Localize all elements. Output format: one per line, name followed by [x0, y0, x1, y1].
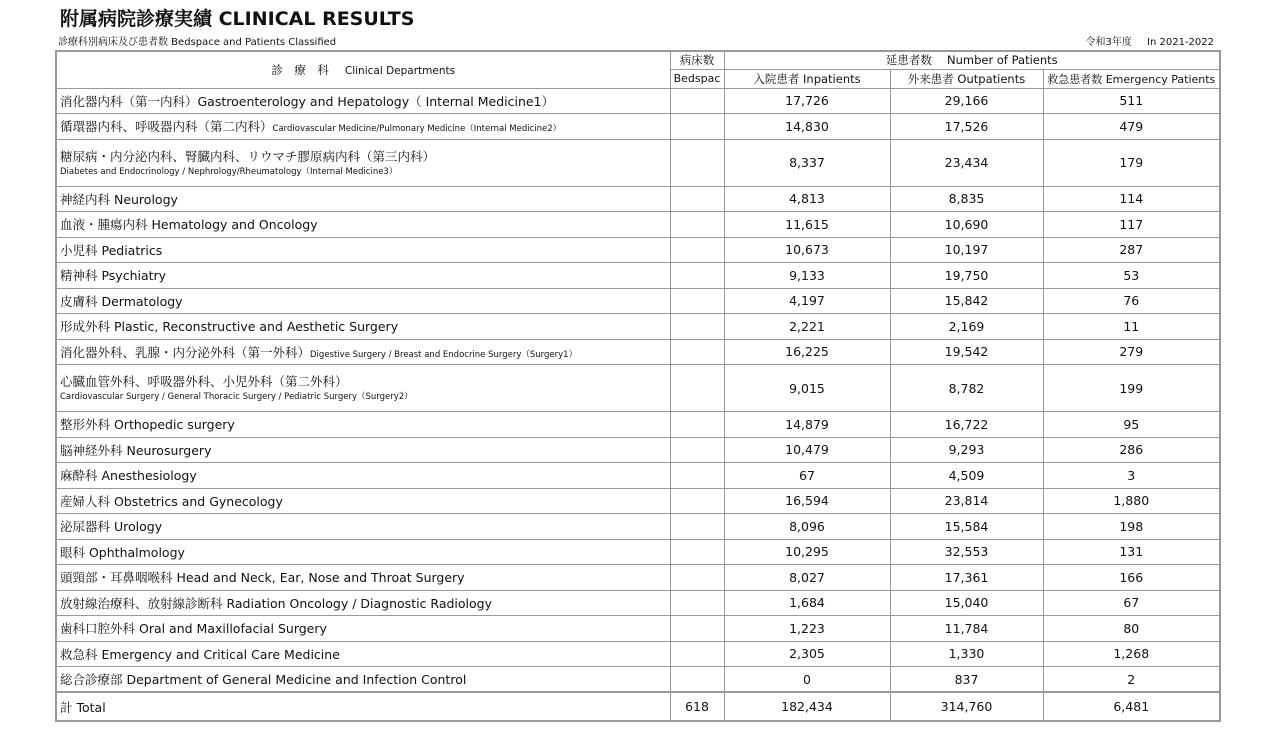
outpatients-cell: 17,361 [890, 565, 1043, 591]
department-name-en-small: Cardiovascular Medicine/Pulmonary Medicine（Internal Medicine2） [272, 124, 562, 135]
table-row [56, 288, 1220, 314]
header-departments-jp: 診 療 科 [271, 62, 329, 77]
outpatients-cell: 8,835 [890, 186, 1043, 212]
table-row [56, 463, 1220, 489]
department-name [56, 186, 670, 212]
emergency-cell: 179 [1043, 139, 1220, 186]
department-name-text: 眼科 Ophthalmology [60, 544, 185, 560]
department-name-text: 循環器内科、呼吸器内科（第二内科） [60, 119, 273, 135]
outpatients-cell: 4,509 [890, 463, 1043, 489]
department-name-en: Diabetes and Endocrinology / Nephrology/Rheumatology（Internal Medicine3） [60, 166, 398, 177]
table-row [56, 616, 1220, 642]
header-departments-en: Clinical Departments [344, 64, 456, 77]
header-departments [56, 51, 670, 88]
inpatients-cell: 8,096 [724, 514, 890, 540]
outpatients-cell: 17,526 [890, 114, 1043, 140]
table-row [56, 212, 1220, 238]
total-row [56, 692, 1220, 721]
header-beds-en: Bedspac [670, 69, 724, 88]
beds-cell [670, 488, 724, 514]
beds-cell [670, 539, 724, 565]
beds-cell [670, 139, 724, 186]
beds-cell [670, 212, 724, 238]
emergency-cell: 1,880 [1043, 488, 1220, 514]
department-name [56, 437, 670, 463]
page-subtitle: 診療科別病床及び患者数 Bedspace and Patients Classified [58, 37, 337, 48]
department-name-text: 麻酔科 Anesthesiology [60, 468, 197, 484]
outpatients-cell: 29,166 [890, 88, 1043, 114]
department-name [56, 339, 670, 365]
department-name-text: 精神科 Psychiatry [60, 268, 167, 284]
beds-cell [670, 463, 724, 489]
emergency-cell: 286 [1043, 437, 1220, 463]
department-name-text: 小児科 Pediatrics [60, 242, 163, 258]
department-name-text: 放射線治療科、放射線診断科 Radiation Oncology / Diagnostic Radiology [60, 595, 492, 611]
header-number-of-patients: 延患者数 Number of Patients [724, 51, 1220, 69]
outpatients-cell: 10,690 [890, 212, 1043, 238]
header-beds-jp: 病床数 [670, 51, 724, 69]
outpatients-cell: 16,722 [890, 412, 1043, 438]
beds-cell [670, 314, 724, 340]
inpatients-cell: 11,615 [724, 212, 890, 238]
outpatients-cell: 837 [890, 667, 1043, 693]
emergency-cell: 95 [1043, 412, 1220, 438]
total-inpatients: 182,434 [724, 692, 890, 721]
total-label: 計 Total [56, 692, 670, 721]
emergency-cell: 1,268 [1043, 641, 1220, 667]
table-row [56, 314, 1220, 340]
emergency-cell: 114 [1043, 186, 1220, 212]
outpatients-cell: 32,553 [890, 539, 1043, 565]
inpatients-cell: 4,813 [724, 186, 890, 212]
department-name-en-small: Digestive Surgery / Breast and Endocrine Surgery（Surgery1） [310, 349, 578, 360]
table-row [56, 539, 1220, 565]
table-row [56, 365, 1220, 412]
outpatients-cell: 19,750 [890, 263, 1043, 289]
table-row [56, 114, 1220, 140]
fiscal-year [1085, 33, 1214, 48]
emergency-cell: 198 [1043, 514, 1220, 540]
outpatients-cell: 11,784 [890, 616, 1043, 642]
inpatients-cell: 1,223 [724, 616, 890, 642]
outpatients-cell: 10,197 [890, 237, 1043, 263]
table-row [56, 514, 1220, 540]
outpatients-cell: 15,584 [890, 514, 1043, 540]
emergency-cell: 2 [1043, 667, 1220, 693]
beds-cell [670, 88, 724, 114]
table-row [56, 590, 1220, 616]
department-name [56, 667, 670, 693]
table-row [56, 412, 1220, 438]
outpatients-cell: 15,842 [890, 288, 1043, 314]
beds-cell [670, 288, 724, 314]
table-row [56, 641, 1220, 667]
emergency-cell: 80 [1043, 616, 1220, 642]
emergency-cell: 287 [1043, 237, 1220, 263]
table-row [56, 667, 1220, 693]
outpatients-cell: 8,782 [890, 365, 1043, 412]
beds-cell [670, 237, 724, 263]
beds-cell [670, 437, 724, 463]
department-name-text: 救急科 Emergency and Critical Care Medicine [60, 646, 340, 662]
fiscal-year-jp: 令和3年度 [1085, 37, 1132, 48]
table-row [56, 139, 1220, 186]
department-name-text: 総合診療部 Department of General Medicine and Infection Control [60, 672, 467, 687]
table-row [56, 565, 1220, 591]
emergency-cell: 166 [1043, 565, 1220, 591]
department-name-text: 血液・腫瘍内科 Hematology and Oncology [60, 217, 318, 233]
department-name-text: 形成外科 Plastic, Reconstructive and Aesthetic Surgery [60, 319, 399, 335]
emergency-cell: 11 [1043, 314, 1220, 340]
emergency-cell: 131 [1043, 539, 1220, 565]
department-name-text: 消化器内科（第一内科）Gastroenterology and Hepatology（ Internal Medicine1） [60, 93, 555, 109]
inpatients-cell: 14,830 [724, 114, 890, 140]
outpatients-cell: 15,040 [890, 590, 1043, 616]
department-name-jp: 心臓血管外科、呼吸器外科、小児外科（第二外科） [60, 374, 348, 389]
department-name [56, 263, 670, 289]
inpatients-cell: 17,726 [724, 88, 890, 114]
table-row [56, 437, 1220, 463]
beds-cell [670, 412, 724, 438]
inpatients-cell: 2,221 [724, 314, 890, 340]
beds-cell [670, 565, 724, 591]
table-row [56, 488, 1220, 514]
inpatients-cell: 2,305 [724, 641, 890, 667]
table-row [56, 237, 1220, 263]
inpatients-cell: 9,015 [724, 365, 890, 412]
beds-cell [670, 365, 724, 412]
department-name-text: 神経内科 Neurology [60, 191, 178, 207]
emergency-cell: 67 [1043, 590, 1220, 616]
beds-cell [670, 114, 724, 140]
table-row [56, 88, 1220, 114]
department-name-text: 消化器外科、乳腺・内分泌外科（第一外科） [60, 344, 311, 360]
emergency-cell: 479 [1043, 114, 1220, 140]
inpatients-cell: 14,879 [724, 412, 890, 438]
department-name-jp: 糖尿病・内分泌内科、腎臓内科、リウマチ膠原病内科（第三内科） [60, 148, 436, 164]
beds-cell [670, 667, 724, 693]
department-name [56, 88, 670, 114]
department-name-en: Cardiovascular Surgery / General Thoracic Surgery / Pediatric Surgery（Surgery2） [60, 392, 413, 402]
total-beds: 618 [670, 692, 724, 721]
department-name [56, 314, 670, 340]
beds-cell [670, 616, 724, 642]
department-name-text: 泌尿器科 Urology [60, 519, 163, 535]
inpatients-cell: 16,594 [724, 488, 890, 514]
inpatients-cell: 10,673 [724, 237, 890, 263]
department-name [56, 463, 670, 489]
outpatients-cell: 2,169 [890, 314, 1043, 340]
beds-cell [670, 590, 724, 616]
emergency-cell: 117 [1043, 212, 1220, 238]
department-name-text: 頭頸部・耳鼻咽喉科 Head and Neck, Ear, Nose and Throat Surgery [60, 570, 465, 586]
total-outpatients: 314,760 [890, 692, 1043, 721]
inpatients-cell: 10,295 [724, 539, 890, 565]
emergency-cell: 53 [1043, 263, 1220, 289]
department-name [56, 288, 670, 314]
department-name-text: 脳神経外科 Neurosurgery [60, 442, 212, 458]
department-name [56, 641, 670, 667]
beds-cell [670, 263, 724, 289]
department-name [56, 590, 670, 616]
header-outpatients: 外来患者 Outpatients [890, 69, 1043, 88]
emergency-cell: 511 [1043, 88, 1220, 114]
department-name [56, 139, 670, 186]
total-emergency: 6,481 [1043, 692, 1220, 721]
department-name [56, 412, 670, 438]
table-body [56, 88, 1220, 721]
inpatients-cell: 10,479 [724, 437, 890, 463]
department-name [56, 114, 670, 140]
inpatients-cell: 67 [724, 463, 890, 489]
inpatients-cell: 16,225 [724, 339, 890, 365]
beds-cell [670, 339, 724, 365]
clinical-results-table [55, 50, 1221, 722]
page-title: 附属病院診療実績 CLINICAL RESULTS [60, 8, 415, 30]
department-name-text: 皮膚科 Dermatology [60, 293, 183, 309]
department-name-text: 産婦人科 Obstetrics and Gynecology [60, 493, 283, 509]
outpatients-cell: 19,542 [890, 339, 1043, 365]
emergency-cell: 279 [1043, 339, 1220, 365]
beds-cell [670, 186, 724, 212]
department-name [56, 212, 670, 238]
emergency-cell: 76 [1043, 288, 1220, 314]
department-name [56, 616, 670, 642]
inpatients-cell: 8,027 [724, 565, 890, 591]
fiscal-year-en: In 2021-2022 [1147, 37, 1214, 48]
inpatients-cell: 8,337 [724, 139, 890, 186]
department-name [56, 565, 670, 591]
beds-cell [670, 641, 724, 667]
outpatients-cell: 9,293 [890, 437, 1043, 463]
outpatients-cell: 1,330 [890, 641, 1043, 667]
department-name [56, 539, 670, 565]
department-name [56, 514, 670, 540]
table-row [56, 186, 1220, 212]
table-row [56, 263, 1220, 289]
outpatients-cell: 23,434 [890, 139, 1043, 186]
header-emergency: 救急患者数 Emergency Patients [1043, 69, 1220, 88]
emergency-cell: 3 [1043, 463, 1220, 489]
inpatients-cell: 0 [724, 667, 890, 693]
inpatients-cell: 1,684 [724, 590, 890, 616]
table-row [56, 339, 1220, 365]
department-name-text: 整形外科 Orthopedic surgery [60, 417, 235, 433]
department-name [56, 237, 670, 263]
emergency-cell: 199 [1043, 365, 1220, 412]
inpatients-cell: 4,197 [724, 288, 890, 314]
outpatients-cell: 23,814 [890, 488, 1043, 514]
department-name [56, 365, 670, 412]
header-inpatients: 入院患者 Inpatients [724, 69, 890, 88]
department-name [56, 488, 670, 514]
beds-cell [670, 514, 724, 540]
department-name-text: 歯科口腔外科 Oral and Maxillofacial Surgery [60, 621, 327, 637]
inpatients-cell: 9,133 [724, 263, 890, 289]
